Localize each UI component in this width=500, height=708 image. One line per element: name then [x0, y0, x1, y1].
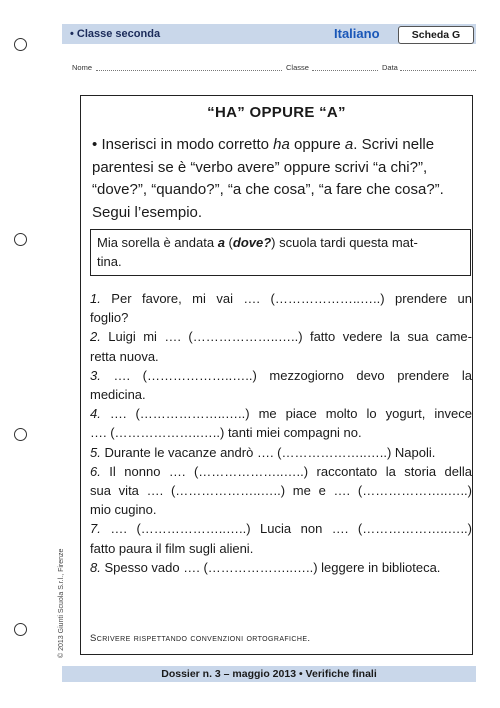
binder-hole-2	[14, 233, 27, 246]
exercise-item: 6. Il nonno …. (………………..…..) raccontato la storia della sua vita …. (………………..…..) me e …. (………………..…..) mio cugino.	[90, 463, 472, 518]
exercise-item: 3. …. (………………..…..) mezzogiorno devo prendere la medicina.	[90, 367, 472, 403]
exercise-8-line[interactable]: Spesso vado …. (………………..…..) leggere in biblioteca.	[100, 559, 441, 575]
example-hint: dove?	[232, 235, 272, 250]
exercise-7-line[interactable]: …. (………………..…..) Lucia non …. (………………..…..)	[100, 521, 472, 537]
exercise-item: 7. …. (………………..…..) Lucia non …. (………………..…..) fatto paura il film sugli alieni.	[90, 521, 472, 556]
example-answer: a	[217, 235, 225, 250]
sheet-badge: Scheda G	[398, 26, 474, 44]
instructions: • Inserisci in modo corretto ha oppure a. Scrivi nelle parentesi se è “verbo avere” oppure scrivi “a chi?”, “dove?”, “quando?”, “a che cosa”, “a fare che cosa?”. Segui l’esempio.	[92, 136, 444, 221]
student-info-fields	[72, 62, 476, 74]
word-ha: ha	[273, 136, 290, 153]
example-box: Mia sorella è andata a (dove?) scuola tardi questa mat- tina.	[90, 229, 471, 276]
exercise-1-line[interactable]: Per favore, mi vai …. (………………..…..) prendere un	[100, 291, 472, 306]
exercise-2-line[interactable]: Luigi mi …. (………………..…..) fatto vedere la sua came-	[100, 329, 472, 345]
subject-title: Italiano	[334, 26, 380, 41]
exercise-item: 4. …. (………………..…..) me piace molto lo yogurt, invece …. (………………..…..) tanti miei compagni no.	[90, 404, 472, 442]
exercise-6-line-2[interactable]: sua vita …. (………………..…..) me e …. (………………..…..)	[90, 483, 472, 499]
exercise-item: 8. Spesso vado …. (………………..…..) leggere in biblioteca.	[90, 559, 441, 575]
exercise-6-line[interactable]: Il nonno …. (………………..…..) raccontato la storia della	[100, 463, 472, 479]
exercise-item: 2. Luigi mi …. (………………..…..) fatto vedere la sua came- retta nuova.	[90, 329, 472, 364]
class-level-label: • Classe seconda	[70, 28, 161, 40]
name-field-label: Nome	[72, 63, 93, 72]
exercise-item: 5. Durante le vacanze andrò …. (………………..…..) Napoli.	[90, 444, 436, 460]
footer-text: Dossier n. 3 – maggio 2013 • Verifiche finali	[161, 668, 377, 680]
exercise-4-line-2[interactable]: …. (………………..…..) tanti miei compagni no.	[90, 425, 362, 441]
bullet: •	[92, 136, 98, 153]
footnote: Scrivere rispettando convenzioni ortografiche.	[90, 633, 311, 644]
exercise-3-line[interactable]: …. (………………..…..) mezzogiorno devo prendere la	[100, 367, 472, 383]
binder-hole-4	[14, 623, 27, 636]
exercise-item: 1. Per favore, mi vai …. (………………..…..) prendere un foglio?	[90, 291, 472, 326]
class-field-label: Classe	[286, 63, 309, 72]
word-a: a	[344, 136, 354, 153]
worksheet-title: “HA” OPPURE “A”	[207, 104, 346, 121]
exercise-5-line[interactable]: Durante le vacanze andrò …. (………………..…..) Napoli.	[100, 444, 436, 460]
binder-hole-1	[14, 38, 27, 51]
exercise-list	[90, 289, 472, 577]
date-field-label: Data	[382, 63, 398, 72]
copyright-notice: © 2013 Giunti Scuola S.r.l., Firenze	[58, 548, 65, 658]
exercise-4-line[interactable]: …. (………………..…..) me piace molto lo yogurt, invece	[100, 406, 472, 422]
binder-hole-3	[14, 428, 27, 441]
